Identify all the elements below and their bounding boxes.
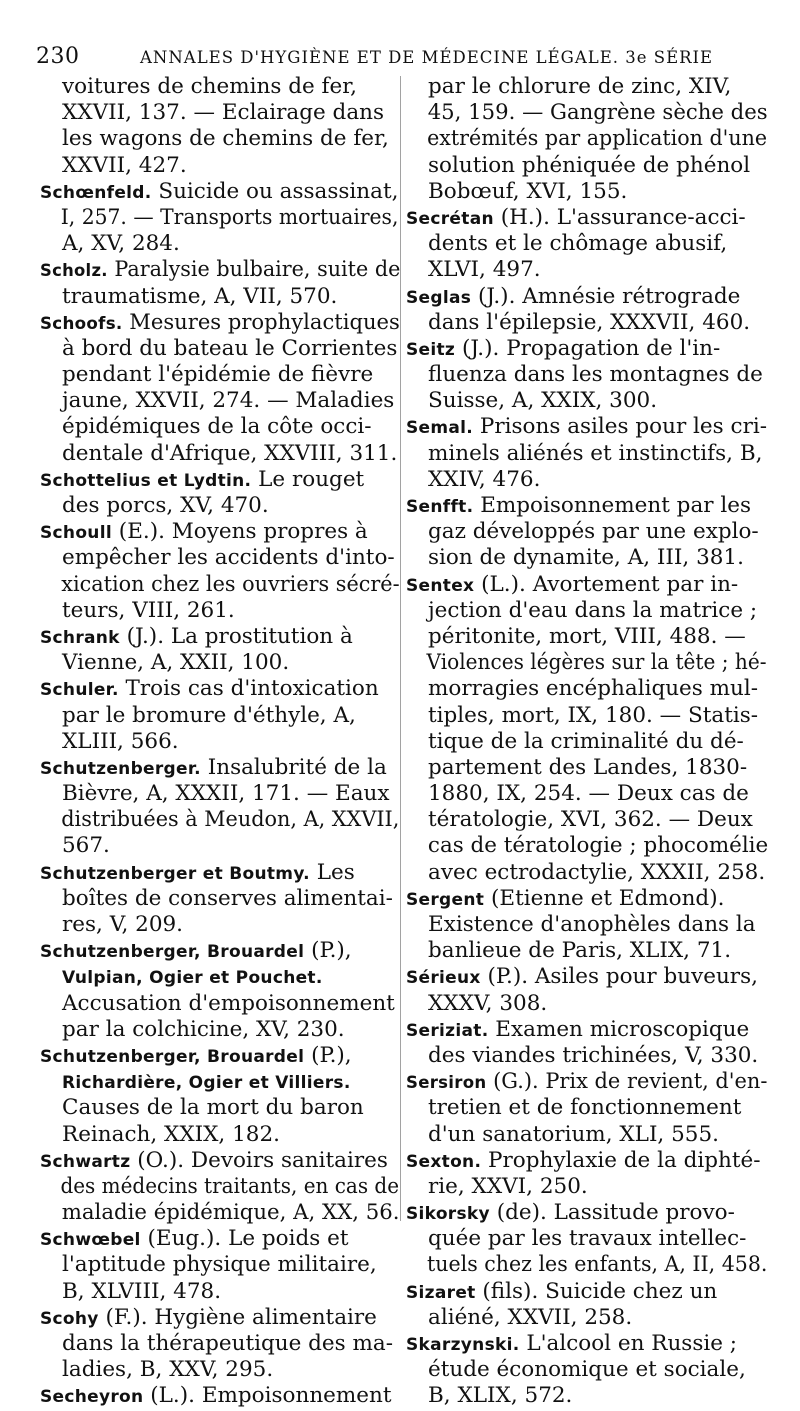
author-name: Sergent [406, 889, 485, 910]
entry-text: à bord du bateau le Corrientes [62, 335, 398, 361]
entry-text: Insalubrité de la [200, 754, 387, 780]
entry-text: aliéné, XXVII, 258. [428, 1304, 633, 1330]
entry-text: XLVI, 497. [428, 257, 541, 283]
entry-text: Causes de la mort du baron [62, 1095, 364, 1121]
author-name: Seriziat. [406, 1020, 489, 1041]
entry-text: voitures de chemins de fer, [62, 74, 357, 99]
entry-text: étude économique et sociale, [428, 1357, 746, 1383]
entry-text: partement des Landes, 1830- [428, 754, 748, 780]
author-name: Schoofs. [40, 313, 123, 334]
entry-text: Prophylaxie de la diphté- [481, 1147, 761, 1173]
index-entry-continuation [40, 153, 400, 179]
entry-text: Violences légères sur la tête ; hé- [426, 650, 767, 676]
entry-text: tuels chez les enfants, A, II, 458. [427, 1252, 768, 1278]
entry-text: gaz développés par une explo- [428, 519, 759, 545]
index-entry-continuation [406, 703, 768, 729]
index-entry-continuation [406, 519, 768, 545]
index-entry-continuation [40, 1279, 400, 1305]
entry-text: dans la thérapeutique des ma- [62, 1331, 393, 1356]
author-name: Schutzenberger, Brouardel [40, 1046, 305, 1067]
author-name: Schutzenberger et Boutmy. [40, 863, 310, 884]
entry-text: Existence d'anophèles dans la [428, 912, 756, 937]
left-column [40, 74, 400, 1410]
entry-text: (L.). Avortement par in- [474, 571, 739, 597]
entry-text: distribuées à Meudon, A, XXVII, [61, 807, 400, 833]
index-entry-start [406, 1017, 768, 1043]
index-entry-continuation [40, 571, 400, 598]
entry-text: péritonite, mort, VIII, 488. — [428, 623, 746, 649]
index-entry-continuation [406, 1226, 768, 1252]
entry-text: (H.). L'assurance-acci- [493, 204, 746, 230]
index-entry-continuation [40, 545, 400, 571]
author-name: Seglas [406, 287, 472, 308]
index-entry-continuation [40, 912, 400, 938]
entry-text: XXXV, 308. [428, 990, 548, 1016]
author-name: Sentex [406, 575, 475, 596]
entry-text: par le chlorure de zinc, XIV, [428, 74, 732, 99]
entry-text: 45, 159. — Gangrène sèche des [427, 100, 768, 126]
index-entry-continuation [40, 441, 400, 467]
entry-text: (de). Lassitude provo- [489, 1200, 735, 1226]
index-entry-start [406, 205, 768, 231]
index-entry-continuation [406, 388, 768, 414]
index-entry-continuation [406, 912, 768, 938]
entry-text: Accusation d'empoisonnement [62, 990, 395, 1016]
entry-text: dans l'épilepsie, XXXVII, 460. [428, 309, 751, 335]
index-entry-continuation [40, 1357, 400, 1383]
index-entry-continuation [40, 1331, 400, 1357]
entry-text: res, V, 209. [62, 912, 184, 937]
entry-text: tératologie, XVI, 362. — Deux [428, 807, 753, 833]
index-entry-start [40, 1148, 400, 1174]
index-entry-continuation [406, 74, 768, 100]
entry-text: extrémités par application d'une [427, 126, 768, 152]
index-entry-continuation [406, 650, 767, 676]
author-name: Scholz. [40, 261, 108, 282]
entry-text: Paralysie bulbaire, suite de [107, 257, 401, 283]
index-entry-start [40, 309, 400, 336]
index-entry-start [40, 1305, 400, 1331]
entry-text: quée par les travaux intellec- [428, 1226, 747, 1252]
index-entry-continuation [40, 126, 400, 152]
index-entry-continuation [40, 1095, 400, 1121]
entry-text: (Etienne et Edmond). [484, 885, 725, 911]
index-entry-start [406, 1069, 768, 1095]
page-number: 230 [36, 44, 80, 69]
index-entry-continuation [40, 414, 400, 440]
index-entry-start [406, 1279, 768, 1305]
entry-text: Suicide ou assassinat, [151, 178, 399, 204]
index-entry-continuation [406, 624, 768, 650]
entry-text: A, XV, 284. [62, 231, 180, 257]
index-entry-continuation [40, 100, 400, 126]
index-entry-continuation [406, 1383, 768, 1409]
author-name: Sizaret [406, 1282, 476, 1303]
author-name: Sersiron [406, 1073, 487, 1094]
right-column [406, 74, 768, 1410]
entry-text: (fils). Suicide chez un [475, 1278, 718, 1304]
author-name: Schutzenberger, Brouardel [40, 942, 305, 963]
index-entry-continuation [406, 1305, 768, 1331]
entry-text: banlieue de Paris, XLIX, 71. [428, 938, 732, 964]
index-entry-continuation [406, 1122, 768, 1148]
entry-text: xication chez les ouvriers sécré- [61, 571, 400, 597]
index-entry-continuation [406, 179, 768, 205]
index-entry-continuation [40, 1200, 400, 1226]
entry-text: Bièvre, A, XXXII, 171. — Eaux [62, 781, 390, 807]
entry-text: dentale d'Afrique, XXVIII, 311. [62, 440, 398, 466]
index-entry-start [40, 938, 400, 964]
index-entry-start [406, 284, 768, 310]
index-entry-continuation [406, 310, 768, 336]
index-entry-start [40, 755, 400, 781]
index-entry-continuation [406, 991, 768, 1017]
entry-text: sion de dynamite, A, III, 381. [428, 545, 744, 571]
entry-text: B, XLVIII, 478. [62, 1278, 222, 1304]
entry-text: Mesures prophylactiques [122, 309, 400, 335]
index-entry-continuation [406, 755, 768, 781]
index-entry-start [406, 572, 768, 598]
entry-text: fluenza dans les montagnes de [428, 362, 763, 388]
entry-text: tretien et de fonctionnement [428, 1095, 742, 1121]
author-name: Schoull [40, 523, 112, 544]
index-entry-start [40, 179, 400, 205]
author-name: Schuler. [40, 680, 119, 701]
index-entry-start [406, 1331, 768, 1357]
index-entry-continuation [40, 833, 400, 859]
index-entry-continuation [406, 833, 767, 859]
index-entry-continuation [406, 362, 768, 388]
index-entry-continuation [406, 729, 768, 755]
entry-text: XXVII, 137. — Eclairage dans [62, 100, 385, 126]
entry-text: Bobœuf, XVI, 155. [428, 178, 628, 204]
index-entry-continuation [40, 388, 400, 414]
author-name: Schœnfeld. [40, 182, 152, 203]
index-entry-continuation [406, 1043, 768, 1069]
index-entry-continuation [406, 807, 768, 833]
index-entry-continuation [40, 1252, 400, 1278]
entry-text: (L.). Empoisonnement [143, 1383, 392, 1409]
index-entry-continuation [406, 1095, 768, 1121]
author-name: Senfft. [406, 497, 474, 517]
index-entry-start [40, 860, 400, 886]
entry-text: jaune, XXVII, 274. — Maladies [62, 388, 395, 414]
author-name: Secrétan [406, 208, 494, 229]
entry-text: 1880, IX, 254. — Deux cas de [428, 781, 749, 807]
entry-text: traumatisme, A, VII, 570. [62, 283, 338, 309]
index-entry-start [406, 964, 768, 990]
author-name: Semal. [406, 418, 474, 439]
running-title: ANNALES D'HYGIÈNE ET DE MÉDECINE LÉGALE. 3e SÉRIE [140, 48, 714, 67]
entry-text: par la colchicine, XV, 230. [62, 1016, 345, 1042]
author-name: Schutzenberger. [40, 758, 201, 779]
index-entry-continuation [406, 153, 768, 179]
index-entry-start [406, 1148, 768, 1174]
entry-text: dents et le chômage abusif, [428, 231, 728, 257]
index-entry-continuation [40, 729, 400, 755]
entry-text: ladies, B, XXV, 295. [62, 1357, 274, 1383]
author-name: Schwœbel [40, 1230, 141, 1251]
entry-text: boîtes de conserves alimentai- [62, 885, 393, 911]
entry-text: rie, XXVI, 250. [428, 1173, 588, 1199]
entry-text: (E.). Moyens propres à [111, 519, 368, 545]
author-name: Secheyron [40, 1387, 144, 1408]
entry-text: (J.). La prostitution à [119, 623, 353, 649]
index-entry-continuation [40, 886, 400, 912]
index-entry-continuation [40, 807, 400, 833]
index-entry-continuation [406, 467, 768, 493]
entry-text: avec ectrodactylie, XXXII, 258. [428, 859, 766, 885]
entry-text: solution phéniquée de phénol [428, 152, 751, 178]
index-entry-continuation [406, 100, 768, 126]
index-entry-continuation [40, 991, 400, 1017]
entry-text: pendant l'épidémie de fièvre [62, 362, 374, 388]
index-entry-continuation [40, 964, 400, 990]
entry-text: XLIII, 566. [62, 728, 179, 754]
index-entry-start [40, 676, 400, 702]
entry-text: tiples, mort, IX, 180. — Statis- [428, 702, 759, 728]
entry-text: teurs, VIII, 261. [62, 597, 235, 623]
author-name: Scohy [40, 1308, 99, 1329]
author-name: Vulpian, Ogier et Pouchet. [62, 968, 323, 989]
entry-text: cas de tératologie ; phocomélie [427, 833, 769, 859]
index-entry-continuation [406, 676, 768, 702]
index-entry-start [406, 414, 768, 440]
entry-text: (P.), [304, 938, 352, 964]
entry-text: Le rouget [251, 466, 365, 492]
entry-text: Empoisonnement par les [473, 493, 752, 518]
index-entry-continuation [406, 545, 768, 571]
entry-text: minels aliénés et instinctifs, B, [428, 440, 763, 466]
index-entry-continuation [40, 336, 400, 362]
index-entry-start [40, 624, 400, 650]
entry-text: (J.). Propagation de l'in- [455, 335, 721, 361]
entry-text: (O.). Devoirs sanitaires [130, 1147, 388, 1173]
index-entry-continuation [40, 284, 400, 310]
index-entry-continuation [406, 231, 768, 257]
author-name: Seitz [406, 339, 456, 360]
entry-text: empêcher les accidents d'into- [62, 545, 395, 571]
entry-text: l'aptitude physique militaire, [62, 1252, 377, 1278]
index-entry-continuation [40, 204, 399, 231]
index-entry-start [406, 336, 768, 362]
index-entry-continuation [406, 257, 768, 283]
entry-text: (F.). Hygiène alimentaire [98, 1304, 377, 1330]
index-entry-continuation [40, 1017, 400, 1043]
entry-text: (J.). Amnésie rétrograde [471, 283, 741, 309]
entry-text: B, XLIX, 572. [428, 1383, 573, 1409]
entry-text: des porcs, XV, 470. [62, 493, 269, 518]
entry-text: les wagons de chemins de fer, [62, 126, 389, 152]
index-entry-start [40, 1226, 400, 1252]
index-entry-start [406, 886, 768, 912]
index-entry-continuation [406, 1252, 768, 1278]
index-entry-continuation [406, 126, 768, 152]
author-name: Sérieux [406, 968, 481, 989]
entry-text: des viandes trichinées, V, 330. [428, 1042, 759, 1068]
index-entry-continuation [40, 1069, 400, 1095]
index-entry-continuation [40, 74, 400, 100]
index-entry-continuation [406, 860, 768, 886]
index-entry-start [406, 493, 768, 519]
entry-text: (G.). Prix de revient, d'en- [486, 1069, 768, 1095]
author-name: Schrank [40, 627, 120, 648]
index-entry-continuation [406, 938, 768, 964]
index-entry-start [40, 257, 401, 283]
entry-text: jection d'eau dans la matrice ; [428, 597, 758, 623]
index-entry-continuation [40, 493, 400, 519]
author-name: Sexton. [406, 1151, 482, 1172]
index-entry-continuation [40, 1173, 400, 1200]
entry-text: 567. [62, 833, 110, 859]
entry-text: morragies encéphaliques mul- [428, 676, 759, 702]
entry-text: Reinach, XXIX, 182. [62, 1121, 280, 1147]
entry-text: (P.). Asiles pour buveurs, [480, 964, 758, 990]
index-entry-start [40, 1043, 400, 1069]
entry-text: épidémiques de la côte occi- [62, 414, 372, 440]
index-entry-continuation [406, 1174, 768, 1200]
author-name: Schottelius et Lydtin. [40, 470, 252, 491]
entry-text: Prisons asiles pour les cri- [473, 414, 767, 440]
index-entry-continuation [40, 598, 400, 624]
index-entry-start [40, 519, 400, 545]
entry-text: Suisse, A, XXIX, 300. [428, 388, 658, 414]
entry-text: (P.), [304, 1042, 352, 1068]
index-entry-continuation [40, 650, 400, 676]
index-entry-continuation [406, 781, 768, 807]
index-entry-continuation [406, 1357, 768, 1383]
entry-text: (Eug.). Le poids et [140, 1226, 349, 1252]
entry-text: I, 257. — Transports mortuaires, [60, 204, 399, 230]
page-header [30, 44, 770, 70]
author-name: Skarzynski. [406, 1335, 520, 1355]
author-name: Richardière, Ogier et Villiers. [62, 1073, 351, 1094]
entry-text: maladie épidémique, A, XX, 56. [61, 1200, 400, 1226]
entry-text: des médecins traitants, en cas de [60, 1173, 400, 1199]
author-name: Sikorsky [406, 1204, 490, 1225]
index-entry-continuation [40, 703, 400, 729]
entry-text: Vienne, A, XXII, 100. [62, 650, 290, 676]
index-entry-continuation [40, 1122, 400, 1148]
index-entry-start [406, 1200, 768, 1226]
entry-text: Examen microscopique [488, 1016, 750, 1042]
entry-text: Les [309, 859, 355, 885]
index-entry-continuation [406, 441, 768, 467]
index-entry-continuation [40, 781, 400, 807]
entry-text: Trois cas d'intoxication [118, 676, 379, 702]
index-entry-continuation [40, 362, 400, 388]
entry-text: L'alcool en Russie ; [519, 1331, 738, 1356]
entry-text: XXIV, 476. [428, 466, 541, 492]
entry-text: par le bromure d'éthyle, A, [62, 702, 356, 728]
index-entry-continuation [40, 231, 400, 257]
entry-text: tique de la criminalité du dé- [428, 728, 744, 754]
column-divider [400, 76, 401, 1221]
entry-text: d'un sanatorium, XLI, 555. [428, 1121, 719, 1147]
index-entry-start [40, 467, 400, 493]
index-entry-start [40, 1383, 400, 1409]
index-entry-continuation [406, 598, 768, 624]
author-name: Schwartz [40, 1151, 131, 1172]
entry-text: XXVII, 427. [62, 152, 187, 178]
